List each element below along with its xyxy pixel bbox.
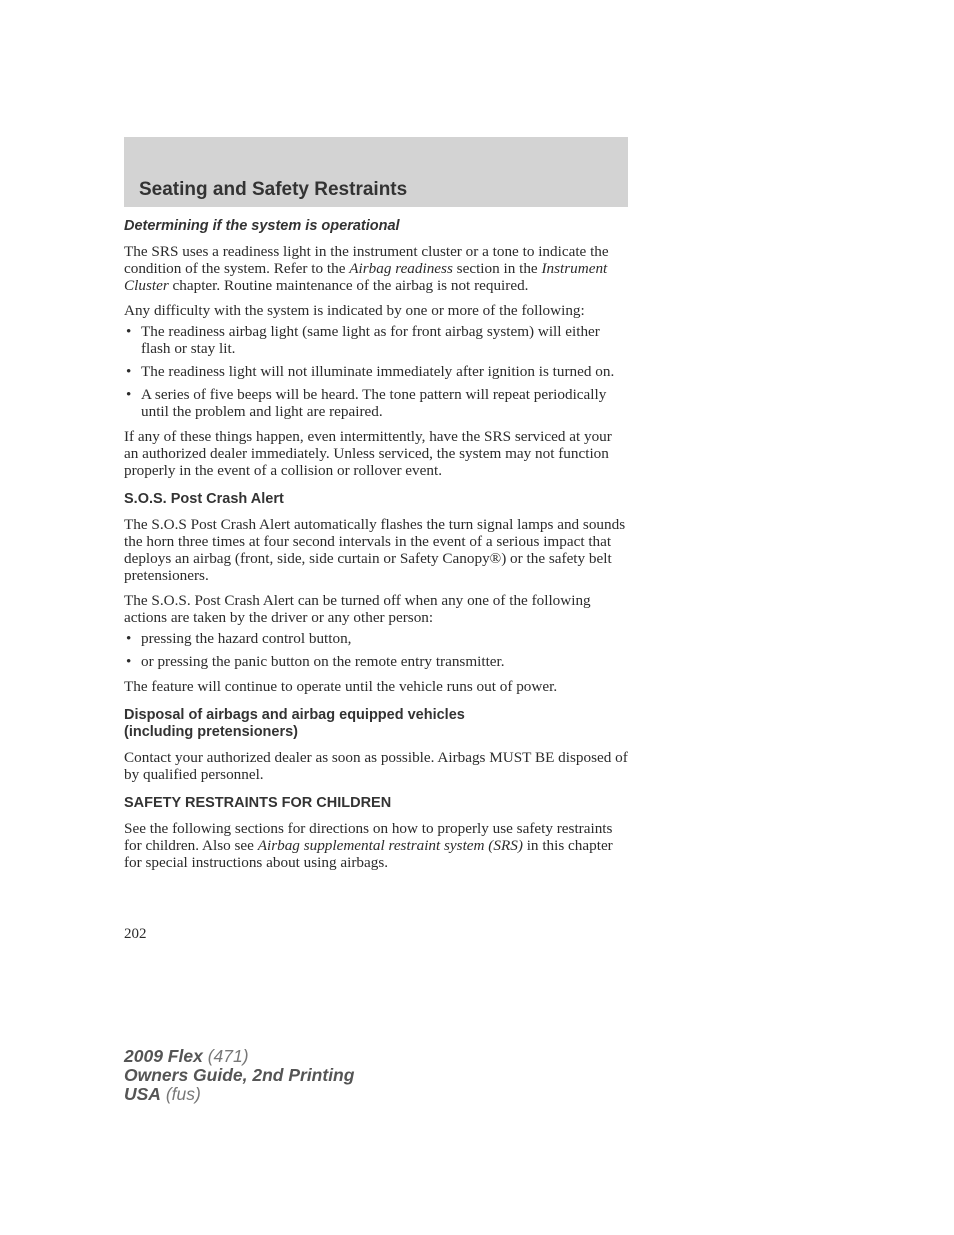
- page-number: 202: [124, 926, 147, 942]
- paragraph: Any difficulty with the system is indicated by one or more of the following:: [124, 302, 585, 319]
- list-item: • or pressing the panic button on the remote entry transmitter.: [124, 653, 628, 670]
- text-run: The SRS uses a readiness light in the instrument cluster or a tone to indicate the condition of the system. Refer to the: [124, 243, 609, 277]
- list-item: • pressing the hazard control button,: [124, 630, 628, 647]
- list-item: • A series of five beeps will be heard. The tone pattern will repeat periodically until the problem and light are repaired.: [124, 386, 628, 420]
- heading-airbag-disposal: [124, 707, 628, 741]
- heading-system-operational: Determining if the system is operational: [124, 218, 400, 234]
- list-item: • The readiness airbag light (same light as for front airbag system) will either flash or stay lit.: [124, 323, 628, 357]
- bullet-list: [124, 630, 628, 670]
- bullet-list: [124, 323, 628, 420]
- paragraph: If any of these things happen, even intermittently, have the SRS serviced at your an authorized dealer immediately. Unless serviced, the system may not function properly in the event of a collision or rollover event.: [124, 428, 612, 479]
- heading-line: (including pretensioners): [124, 724, 299, 740]
- main-content: [124, 218, 628, 871]
- document-footer: [124, 1047, 354, 1104]
- footer-model: 2009 Flex: [124, 1046, 203, 1066]
- cross-reference: Airbag supplemental restraint system (SRS): [257, 837, 523, 854]
- footer-market: USA: [124, 1084, 161, 1104]
- paragraph: [124, 243, 628, 294]
- paragraph: The S.O.S Post Crash Alert automatically flashes the turn signal lamps and sounds the horn three times at four second intervals in the event of a serious impact that deploys an airbag (front, side, side curtain or Safety Canopy®) or the safety belt pretensioners.: [124, 516, 626, 584]
- footer-code: (fus): [165, 1084, 201, 1104]
- heading-line: Disposal of airbags and airbag equipped vehicles: [124, 707, 465, 723]
- paragraph: Contact your authorized dealer as soon as possible. Airbags MUST BE disposed of by qualified personnel.: [124, 749, 628, 783]
- paragraph: The S.O.S. Post Crash Alert can be turned off when any one of the following actions are taken by the driver or any other person:: [124, 592, 591, 626]
- footer-edition: Owners Guide, 2nd Printing: [124, 1065, 355, 1085]
- paragraph: [124, 820, 628, 871]
- page-title: Seating and Safety Restraints: [139, 179, 408, 200]
- text-run: in this chapter for special instructions about using airbags.: [124, 837, 613, 871]
- cross-reference: Instrument Cluster: [124, 260, 608, 294]
- footer-code: (471): [207, 1046, 249, 1066]
- heading-child-restraints: SAFETY RESTRAINTS FOR CHILDREN: [124, 795, 392, 811]
- list-item: • The readiness light will not illuminate immediately after ignition is turned on.: [124, 363, 628, 380]
- text-run: See the following sections for directions on how to properly use safety restraints for children. Also see: [124, 820, 613, 854]
- footer-line: [124, 1047, 354, 1066]
- cross-reference: Airbag readiness: [349, 260, 453, 277]
- text-run: section in the: [452, 260, 542, 277]
- footer-line: [124, 1085, 354, 1104]
- footer-line: [124, 1066, 354, 1085]
- text-run: chapter. Routine maintenance of the airbag is not required.: [168, 277, 529, 294]
- heading-sos-post-crash-alert: S.O.S. Post Crash Alert: [124, 491, 284, 507]
- section-header-bar: [124, 137, 628, 207]
- paragraph: The feature will continue to operate until the vehicle runs out of power.: [124, 678, 558, 695]
